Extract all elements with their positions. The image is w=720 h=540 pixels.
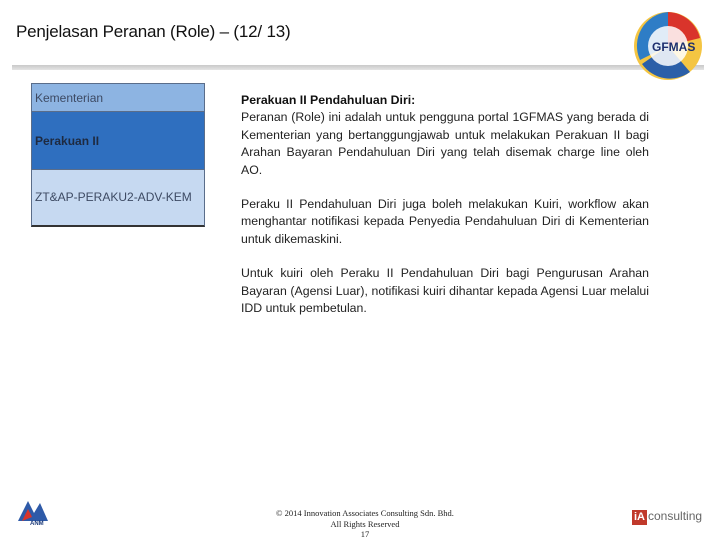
content-body [241,92,649,334]
page-title: Penjelasan Peranan (Role) – (12/ 13) [16,22,291,41]
role-table [31,83,205,227]
anm-logo-icon [12,497,56,533]
role-table-row-role: Perakuan II [32,112,204,170]
content-paragraph-1: Peranan (Role) ini adalah untuk pengguna portal 1GFMAS yang berada di Kementerian yang bertanggungjawab untuk melakukan Perakuan II bagi Arahan Bayaran Pendahuluan Diri yang telah disemak charge line oleh AO. [241,110,649,177]
copyright-block [240,508,490,540]
content-paragraph-3: Untuk kuiri oleh Peraku II Pendahuluan Diri bagi Pengurusan Arahan Bayaran (Agensi Luar), notifikasi kuiri dihantar kepada Agensi Luar melalui IDD untuk pembetulan. [241,266,649,316]
ia-consulting-text: consulting [648,509,703,523]
content-heading: Perakuan II Pendahuluan Diri: [241,93,416,107]
content-paragraph-2: Peraku II Pendahuluan Diri juga boleh melakukan Kuiri, workflow akan menghantar notifikasi kepada Penyedia Pendahuluan Diri di Kementerian untuk dikemaskini. [241,197,649,246]
title-divider [12,65,704,70]
anm-logo-text: ANM [30,521,44,527]
gfmas-logo-text: GFMAS [652,40,696,54]
role-table-row-code: ZT&AP-PERAKU2-ADV-KEM [32,170,204,225]
page-number: 17 [360,529,370,539]
ia-mark: iA [634,511,645,523]
copyright-line: © 2014 Innovation Associates Consulting Sdn. Bhd. [276,508,454,518]
role-table-row-ministry: Kementerian [32,84,204,112]
rights-line: All Rights Reserved [330,518,400,529]
ia-consulting-logo [632,508,708,524]
